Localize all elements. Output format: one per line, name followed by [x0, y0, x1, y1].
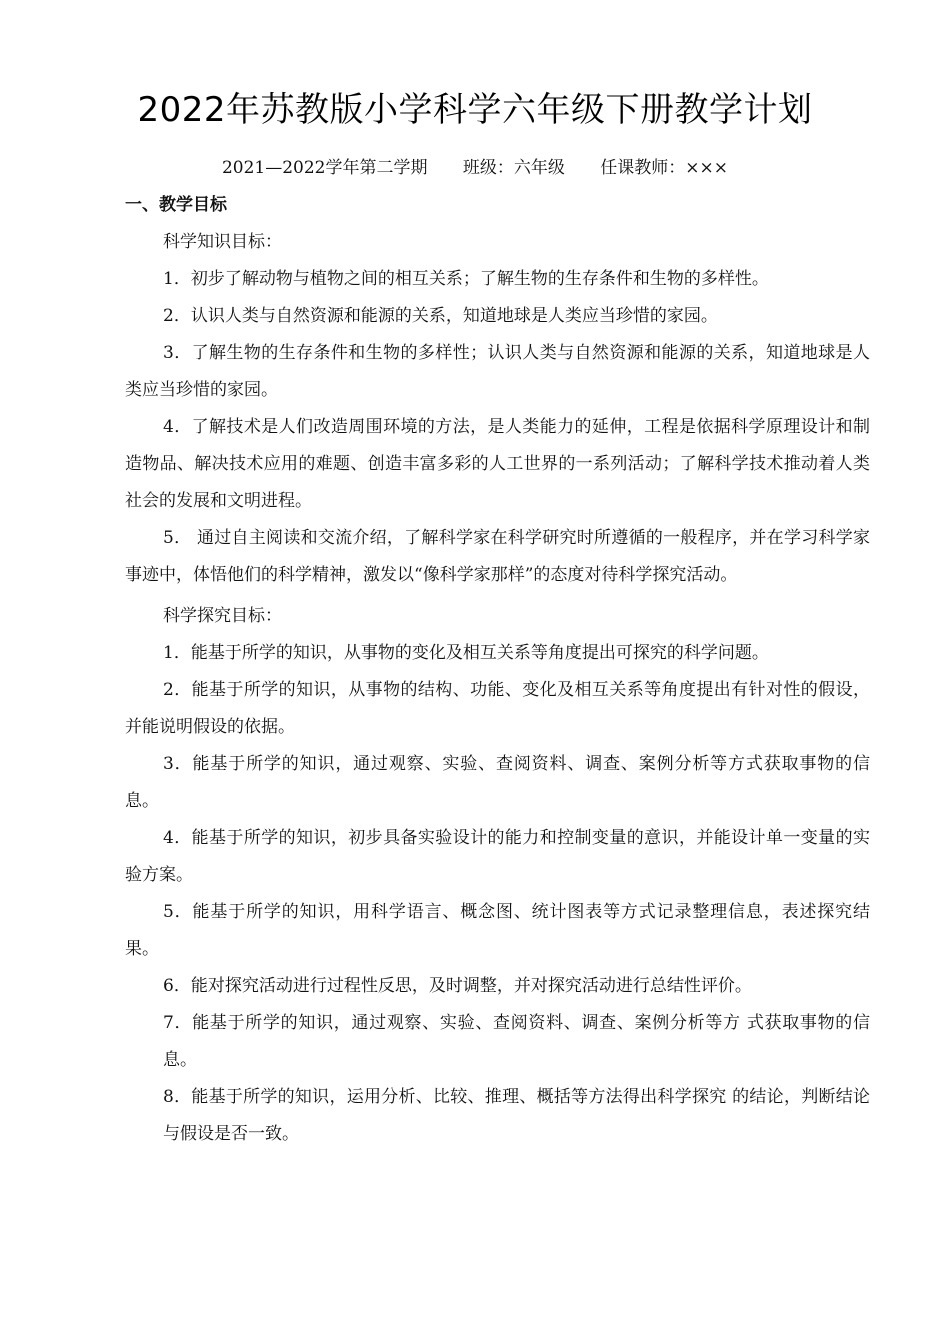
inquiry-goal-item: 8．能基于所学的知识，运用分析、比较、推理、概括等方法得出科学探究 的结论，判断结论与假设是否一致。 [163, 1087, 870, 1144]
inquiry-goal-item: 5．能基于所学的知识，用科学语言、概念图、统计图表等方式记录整理信息，表述探究结果。 [125, 902, 870, 959]
class-label: 班级：六年级 [462, 158, 565, 178]
inquiry-goal-item: 2．能基于所学的知识，从事物的结构、功能、变化及相互关系等角度提出有针对性的假设，并能说明假设的依据。 [125, 680, 870, 737]
inquiry-goal-item: 6．能对探究活动进行过程性反思，及时调整，并对探究活动进行总结性评价。 [163, 976, 752, 996]
inquiry-goal-item: 4．能基于所学的知识，初步具备实验设计的能力和控制变量的意识，并能设计单一变量的实验方案。 [125, 828, 870, 885]
knowledge-goal-item: 1．初步了解动物与植物之间的相互关系；了解生物的生存条件和生物的多样性。 [163, 269, 769, 289]
inquiry-goal-item: 1．能基于所学的知识，从事物的变化及相互关系等角度提出可探究的科学问题。 [163, 643, 769, 663]
knowledge-goal-item: 3．了解生物的生存条件和生物的多样性；认识人类与自然资源和能源的关系，知道地球是人类应当珍惜的家园。 [125, 343, 870, 400]
document-body [125, 190, 870, 1153]
section-heading: 一、教学目标 [125, 195, 227, 215]
knowledge-goals-heading: 科学知识目标： [163, 232, 282, 252]
knowledge-goal-item: 2．认识人类与自然资源和能源的关系，知道地球是人类应当珍惜的家园。 [163, 306, 718, 326]
document-title: 2022年苏教版小学科学六年级下册教学计划 [137, 90, 813, 130]
inquiry-goal-item: 7．能基于所学的知识，通过观察、实验、查阅资料、调查、案例分析等方 式获取事物的信息。 [163, 1013, 870, 1070]
knowledge-goal-item: 5． 通过自主阅读和交流介绍，了解科学家在科学研究时所遵循的一般程序，并在学习科学家事迹中，体悟他们的科学精神，激发以“像科学家那样”的态度对待科学探究活动。 [125, 528, 870, 585]
teacher-label: 任课教师：××× [600, 158, 729, 178]
inquiry-goals-heading: 科学探究目标： [163, 606, 282, 626]
knowledge-goal-item: 4．了解技术是人们改造周围环境的方法，是人类能力的延伸，工程是依据科学原理设计和制造物品、解决技术应用的难题、创造丰富多彩的人工世界的一系列活动；了解科学技术推动着人类社会的发展和文明进程。 [125, 417, 870, 511]
document-meta-line [0, 154, 950, 182]
term-label: 2021—2022学年第二学期 [221, 158, 428, 178]
inquiry-goal-item: 3．能基于所学的知识，通过观察、实验、查阅资料、调查、案例分析等方式获取事物的信息。 [125, 754, 870, 811]
